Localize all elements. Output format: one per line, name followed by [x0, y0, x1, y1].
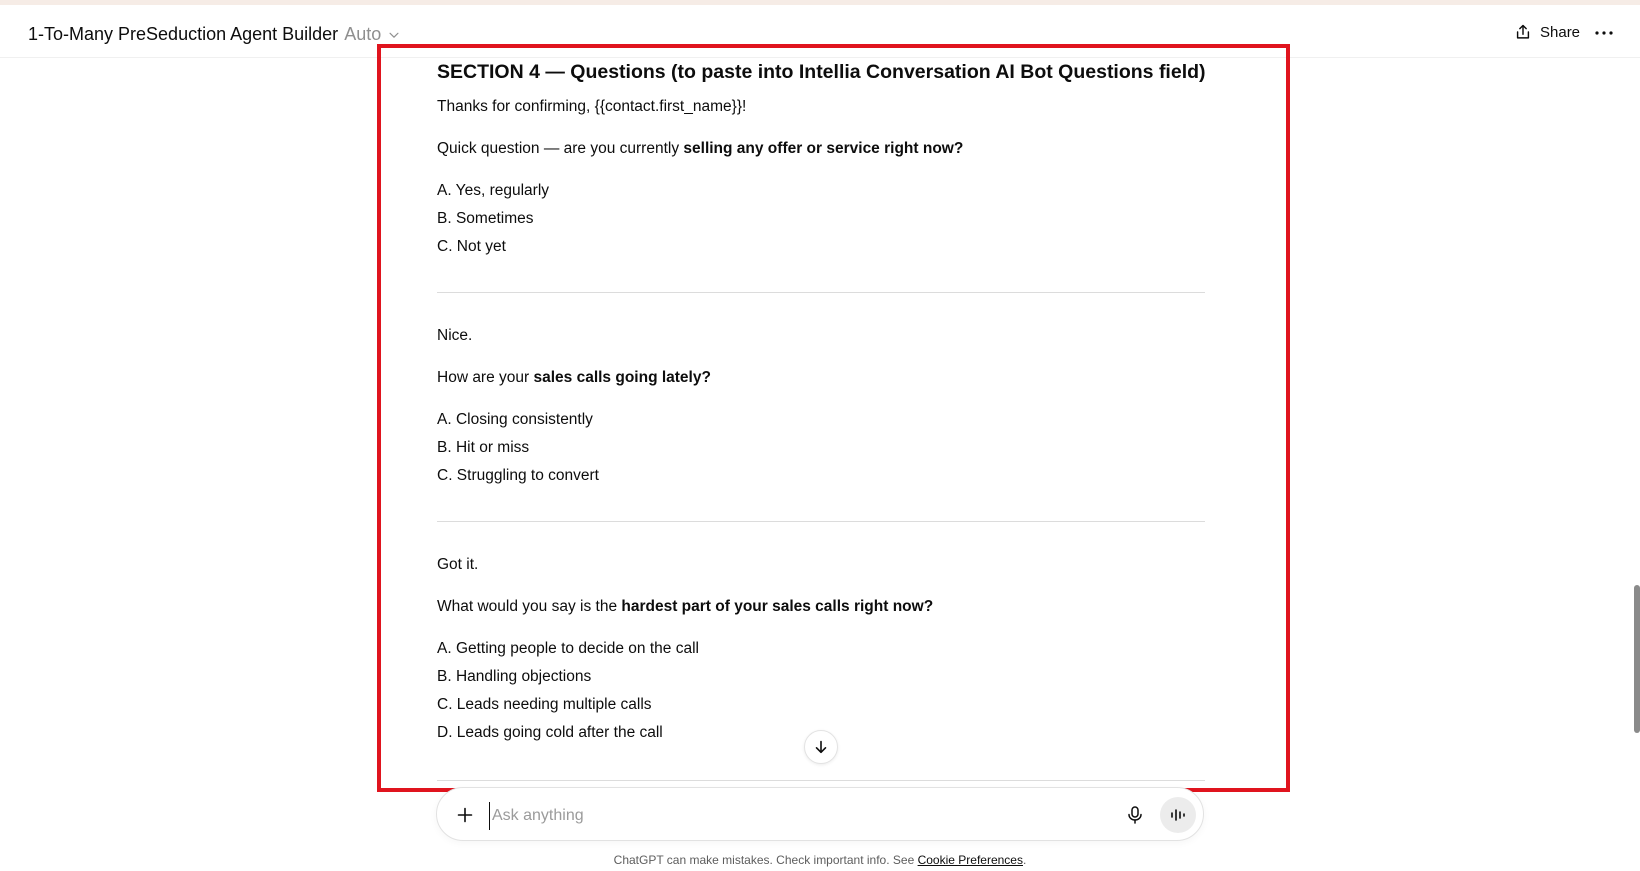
- divider: [437, 521, 1205, 522]
- question-text: What would you say is the: [437, 598, 622, 615]
- option-item: A. Yes, regularly: [437, 182, 550, 199]
- question-emphasis: selling any offer or service right now?: [683, 140, 964, 157]
- question-text: Quick question — are you currently: [437, 140, 684, 157]
- voice-mode-button[interactable]: [1160, 797, 1196, 833]
- scrollbar-thumb[interactable]: [1634, 585, 1640, 733]
- more-options-button[interactable]: [1592, 21, 1616, 45]
- model-selector[interactable]: [28, 22, 401, 46]
- arrow-down-icon: [813, 739, 829, 755]
- question-emphasis: sales calls going lately?: [533, 369, 711, 386]
- divider: [437, 780, 1205, 781]
- disclaimer-text: ChatGPT can make mistakes. Check important info. See: [613, 853, 918, 867]
- cookie-preferences-link[interactable]: Cookie Preferences: [917, 853, 1023, 867]
- disclaimer-footer: [0, 852, 1640, 868]
- dictate-button[interactable]: [1121, 801, 1149, 829]
- ask-input[interactable]: [489, 802, 1094, 830]
- option-item: A. Getting people to decide on the call: [437, 640, 699, 657]
- block-3-intro: Got it.: [437, 556, 479, 573]
- option-item: B. Sometimes: [437, 210, 534, 227]
- header-bar: [0, 5, 1640, 58]
- voice-waveform-icon: [1169, 807, 1187, 823]
- attach-button[interactable]: [451, 801, 479, 829]
- option-item: A. Closing consistently: [437, 411, 593, 428]
- share-icon: [1514, 23, 1532, 41]
- scroll-to-bottom-button[interactable]: [804, 730, 838, 764]
- disclaimer-suffix: .: [1022, 853, 1027, 867]
- option-item: C. Not yet: [437, 238, 506, 255]
- composer: [436, 787, 1204, 841]
- plus-icon: [456, 806, 474, 824]
- question-text: How are your: [437, 369, 534, 386]
- block-3-question: [437, 596, 933, 618]
- microphone-icon: [1126, 805, 1144, 825]
- option-item: B. Handling objections: [437, 668, 592, 685]
- share-label: Share: [1540, 23, 1581, 41]
- option-item: C. Struggling to convert: [437, 467, 599, 484]
- model-mode-label: Auto: [344, 24, 382, 44]
- block-1-question: [437, 138, 963, 160]
- conversation-title: 1-To-Many PreSeduction Agent Builder: [28, 24, 339, 44]
- divider: [437, 292, 1205, 293]
- question-emphasis: hardest part of your sales calls right now?: [621, 598, 934, 615]
- option-item: D. Leads going cold after the call: [437, 724, 663, 741]
- share-button[interactable]: [1508, 19, 1586, 45]
- more-horizontal-icon: [1594, 30, 1614, 36]
- option-item: B. Hit or miss: [437, 439, 530, 456]
- block-2-question: [437, 367, 711, 389]
- chevron-down-icon: [387, 28, 401, 42]
- option-item: C. Leads needing multiple calls: [437, 696, 652, 713]
- block-1-intro: Thanks for confirming, {{contact.first_name}}!: [437, 98, 747, 115]
- section-heading: SECTION 4 — Questions (to paste into Intellia Conversation AI Bot Questions field): [437, 61, 1206, 83]
- block-2-intro: Nice.: [437, 327, 473, 344]
